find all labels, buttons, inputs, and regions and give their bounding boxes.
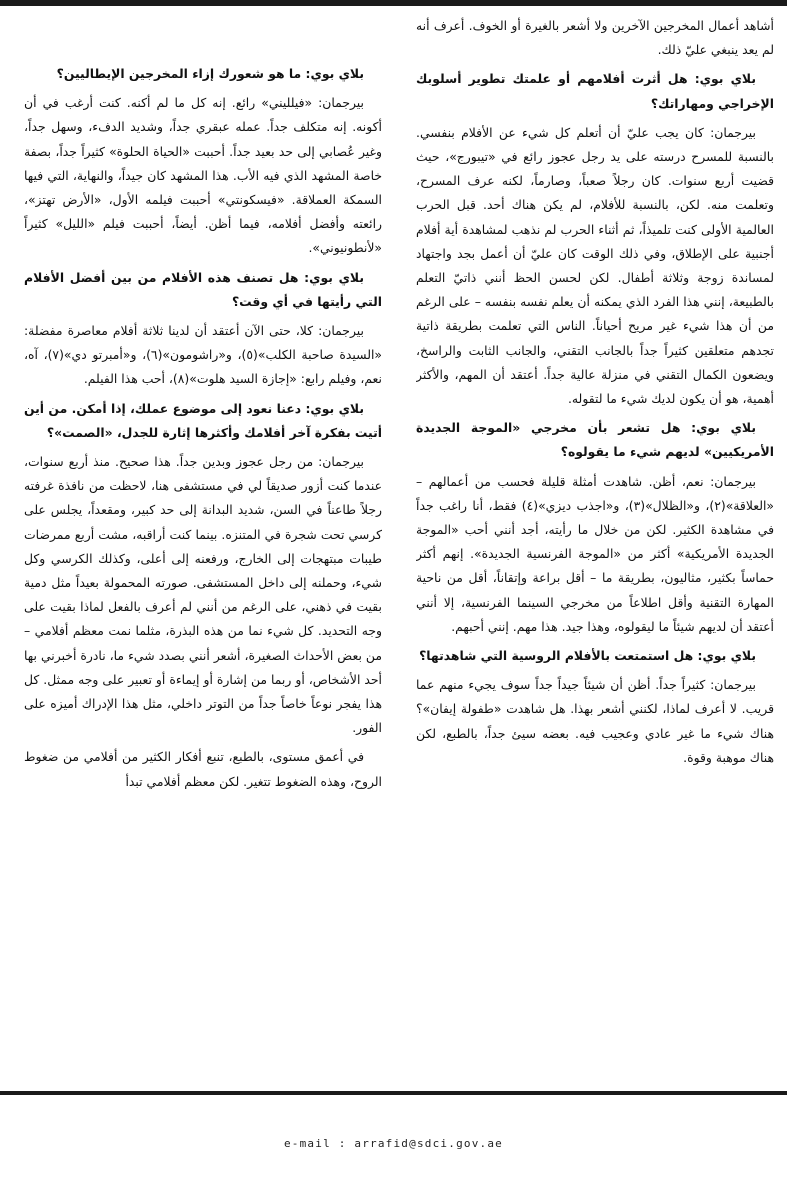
answer-paragraph: في أعمق مستوى، بالطبع، تنبع أفكار الكثير من أفلامي من ضغوط الروح، وهذه الضغوط تتغير. لكن معظم أفلامي تبدأ <box>24 749 382 789</box>
answer-paragraph: بيرجمان: من رجل عجوز وبدين جداً. هذا صحيح. منذ أربع سنوات، عندما كنت أزور صديقاً لي في مستشفى هنا، لاحظت من نافذة غرفته رجلاً طاعناً في السن، شديد البدانة إلى حد كبير، ومقعداً، يجلس على كرسي تحت شجرة في المتنزه. بينما كنت أراقبه، مشت أربع ممرضات طيبات مبتهجات إلى الخارج، ورفعنه إلى أعلى، وكذلك الكرسي وكل شيء، وحملنه إلى داخل المستشفى. صورته المحمولة بعيداً مثل دمية بقيت في ذهني، على الرغم من أنني لم أعرف بالفعل لماذا بقيت على وجه التحديد. كل شيء نما من هذه البذرة، مثلما نمت معظم أفلامي – من بعض الأحداث الصغيرة، أشعر أنني بصدد شيء ما، نادرة أخبرني بها أحد الأشخاص، أو ربما من إشارة أو إيماءة أو تعبير على وجه ممثل. كل هذا يفجر نوعاً خاصاً جداً من التوتر داخلي، مثل هذا الإدراك أميزه على الفور. <box>24 454 382 736</box>
answer-paragraph: بيرجمان: كثيراً جداً. أظن أن شيئاً جيداً جداً سوف يجيء منهم عما قريب. لا أعرف لماذا، لكنني أشعر بهذا. هل شاهدت «طفولة إيفان»؟ هناك شيء ما غير عادي وعجيب فيه. بعضه سيئ جداً، بالطبع، لكن هناك موهبة وقوة. <box>416 677 774 765</box>
answer-paragraph: بيرجمان: كان يجب عليّ أن أتعلم كل شيء عن الأفلام بنفسي. بالنسبة للمسرح درسته على يد رجل عجوز رائع في «تيبورج»، حيث قضيت أربع سنوات. كان رجلاً صعباً، وصارماً، لكنه عرف المسرح، وتعلمت منه. لكن، بالنسبة للأفلام، لم يكن هناك أحد. قبل الحرب العالمية الأولى كنت تلميذاً، ثم أثناء الحرب لم نذهب لمشاهدة أية أفلام أجنبية على الإطلاق، وفي ذلك الوقت كان عليّ أن أعمل بجد واجتهاد لمساندة زوجة وثلاثة أطفال. لكن لحسن الحظ أنني ذاتيّ التعلم بالطبيعة، إنني هذا الفرد الذي يمكنه أن يعلم نفسه بنفسه – على الرغم من أن هذا شيء غير مريح أحياناً. الناس التي تعلمت بطريقة ذاتية تجدهم متعلقين كثيراً جداً بالجانب التقني، والجانب الثابت والراسخ، ويضعون الكمال التقني في منزلة عالية جداً. أعتقد أن المهم، والأكثر أهمية، هو أن يكون لديك شيء ما لتقوله. <box>416 124 774 407</box>
article-column-left <box>24 62 382 1082</box>
bottom-rule <box>0 1091 787 1095</box>
question-paragraph: بلاي بوي: هل استمتعت بالأفلام الروسية التي شاهدتها؟ <box>419 648 756 664</box>
answer-paragraph: بيرجمان: نعم، أظن. شاهدت أمثلة قليلة فحسب من أعمالهم – «العلاقة»(٢)، و«الظلال»(٣)، و«اجذب ديزي»(٤) فقط، أنا راغب جداً في مشاهدة الكثير. لكن من خلال ما رأيته، أجد أنني أحب «الموجة الجديدة الأمريكية» أكثر من «الموجة الفرنسية الجديدة». إنهم أكثر حماساً بكثير، مثاليون، بطريقة ما – أقل براعة وإتقاناً، أقل من ناحية المهارة التقنية وأقل اطلاعاً من مخرجي السينما الفرنسية، إلا أنني أعتقد أن لديهم شيئاً ما ليقولوه، وهذا جيد. هذا مهم. إنني أحبهم. <box>416 473 774 634</box>
question-paragraph: بلاي بوي: هل تشعر بأن مخرجي «الموجة الجديدة الأمريكيين» لديهم شيء ما يقولوه؟ <box>416 420 774 460</box>
question-paragraph: بلاي بوي: هل أثرت أفلامهم أو علمتك تطوير أسلوبك الإخراجي ومهاراتك؟ <box>416 71 774 111</box>
paragraph: أشاهد أعمال المخرجين الآخرين ولا أشعر بالغيرة أو الخوف. أعرف أنه لم يعد ينبغي عليّ ذلك. <box>416 18 774 58</box>
question-paragraph: بلاي بوي: ما هو شعورك إزاء المخرجين الإيطاليين؟ <box>56 66 364 81</box>
answer-paragraph: بيرجمان: «فيلليني» رائع. إنه كل ما لم أكنه. كنت أرغب في أن أكونه. إنه متكلف جداً. عمله عبقري جداً، وشديد الدفء، وسهل جداً، وغير عُصابي إلى حد بعيد جداً. أحببت «الحياة الحلوة» كثيراً جداً، بصفة خاصة المشهد الذي فيه الأب. هذا المشهد كان جيداً، والنهاية، التي فيها السمكة العملاقة. «فيسكونتي» أحببت فيلمه الأول، «الأرض تهتز»، رائعته وأفضل أفلامه، فيما أظن. أيضاً، أحببت فيلم «الليل» كثيراً «لأنطونيوني». <box>24 95 382 256</box>
question-paragraph: بلاي بوي: هل تصنف هذه الأفلام من بين أفضل الأفلام التي رأيتها في أي وقت؟ <box>24 269 382 309</box>
top-rule <box>0 0 787 6</box>
article-column-right <box>416 14 774 1084</box>
question-paragraph: بلاي بوي: دعنا نعود إلى موضوع عملك، إذا أمكن. من أين أتيت بفكرة آخر أفلامك وأكثرها إثارة للجدل، «الصمت»؟ <box>24 400 382 440</box>
footer-email: e-mail : arrafid@sdci.gov.ae <box>283 1137 504 1150</box>
answer-paragraph: بيرجمان: كلا، حتى الآن أعتقد أن لدينا ثلاثة أفلام معاصرة مفضلة: «السيدة صاحبة الكلب»(٥)، و«راشومون»(٦)، و«أمبرتو دي»(٧)، آه، نعم، وفيلم رابع: «إجازة السيد هلوت»(٨)، أحب هذا الفيلم. <box>24 323 382 387</box>
